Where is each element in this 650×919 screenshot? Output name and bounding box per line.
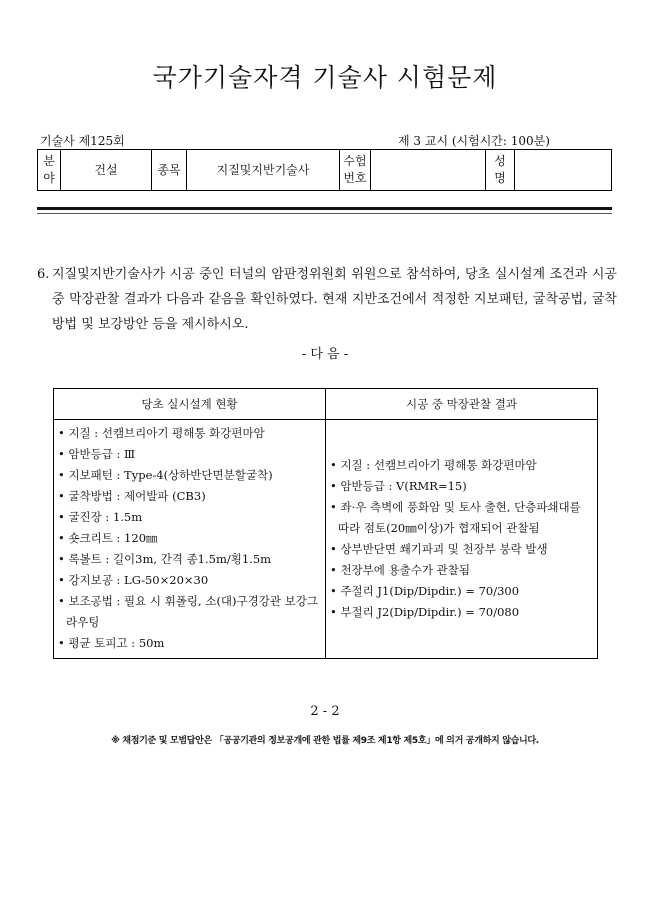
list-item: • 지질 : 선캠브리아기 평해통 화강편마암 — [58, 426, 265, 440]
list-item: • 록볼트 : 길이3m, 간격 종1.5m/횡1.5m — [58, 552, 272, 566]
list-item: • 지질 : 선캠브리아기 평해통 화강편마암 — [330, 457, 537, 472]
list-item: • 암반등급 : Ⅴ(RMR=15) — [330, 478, 467, 493]
item-label: 종목 — [152, 150, 187, 191]
header-design: 당초 실시설계 현황 — [54, 389, 326, 420]
name-label: 성명 — [486, 150, 515, 191]
list-item: • 평균 토피고 : 50m — [58, 636, 165, 650]
footer-notice: ※ 채점기준 및 모범답안은 「공공기관의 정보공개에 관한 법률 제9조 제1항 제5호」에 의거 공개하지 않습니다. — [111, 736, 539, 746]
design-cell — [54, 420, 326, 659]
comparison-table — [53, 388, 598, 659]
list-item: • 주절리 J1(Dip/Dipdir.) = 70/300 — [330, 583, 520, 598]
exam-number-field[interactable] — [371, 150, 486, 191]
list-item: • 부절리 J2(Dip/Dipdir.) = 70/080 — [330, 604, 520, 619]
question-text: 지질및지반기술사가 시공 중인 터널의 암판정위원회 위원으로 참석하여, 당초 실시설계 조건과 시공 중 막장관찰 결과가 다음과 같음을 확인하였다. 현재 지반조건에서 적정한 지보패턴, 굴착공법, 굴착방법 및 보강방안 등을 제시하시오. — [52, 267, 617, 332]
list-item: • 강지보공 : LG-50×20×30 — [58, 573, 209, 587]
field-value: 건설 — [61, 150, 152, 191]
field-label: 분야 — [38, 150, 61, 191]
question-block — [37, 262, 617, 337]
da-eum-heading: - 다 음 - — [301, 347, 349, 362]
exam-session-label: 기술사 제125회 — [40, 134, 125, 148]
page-number: 2 - 2 — [310, 704, 340, 719]
page-title: 국가기술자격 기술사 시험문제 — [152, 63, 498, 92]
list-item: • 지보패턴 : Type-4(상하반단면분할굴착) — [58, 468, 273, 482]
list-item: • 좌·우 측벽에 풍화암 및 토사 출현, 단층파쇄대를 따라 점토(20㎜이상)가 협재되어 관찰됨 — [330, 499, 581, 535]
observation-list — [330, 455, 593, 623]
observation-cell — [326, 420, 598, 659]
item-value: 지질및지반기술사 — [187, 150, 340, 191]
divider-thick — [37, 207, 612, 210]
list-item: • 숏크리트 : 120㎜ — [58, 531, 158, 545]
divider-thin — [37, 213, 612, 214]
list-item: • 천장부에 용출수가 관찰됨 — [330, 562, 470, 577]
design-list — [58, 423, 321, 654]
exam-period-label: 제 3 교시 (시험시간: 100분) — [398, 134, 550, 148]
name-field[interactable] — [515, 150, 612, 191]
exam-number-label: 수험번호 — [340, 150, 371, 191]
list-item: • 상부반단면 쐐기파괴 및 천장부 붕락 발생 — [330, 541, 548, 556]
exam-info-table — [37, 149, 612, 191]
list-item: • 보조공법 : 필요 시 휘폴링, 소(대)구경강관 보강그라우팅 — [58, 594, 318, 629]
list-item: • 굴진장 : 1.5m — [58, 510, 143, 524]
list-item: • 암반등급 : Ⅲ — [58, 447, 136, 461]
list-item: • 굴착방법 : 제어발파 (CB3) — [58, 489, 206, 503]
header-observation: 시공 중 막장관찰 결과 — [326, 389, 598, 420]
question-number: 6. — [37, 267, 50, 282]
